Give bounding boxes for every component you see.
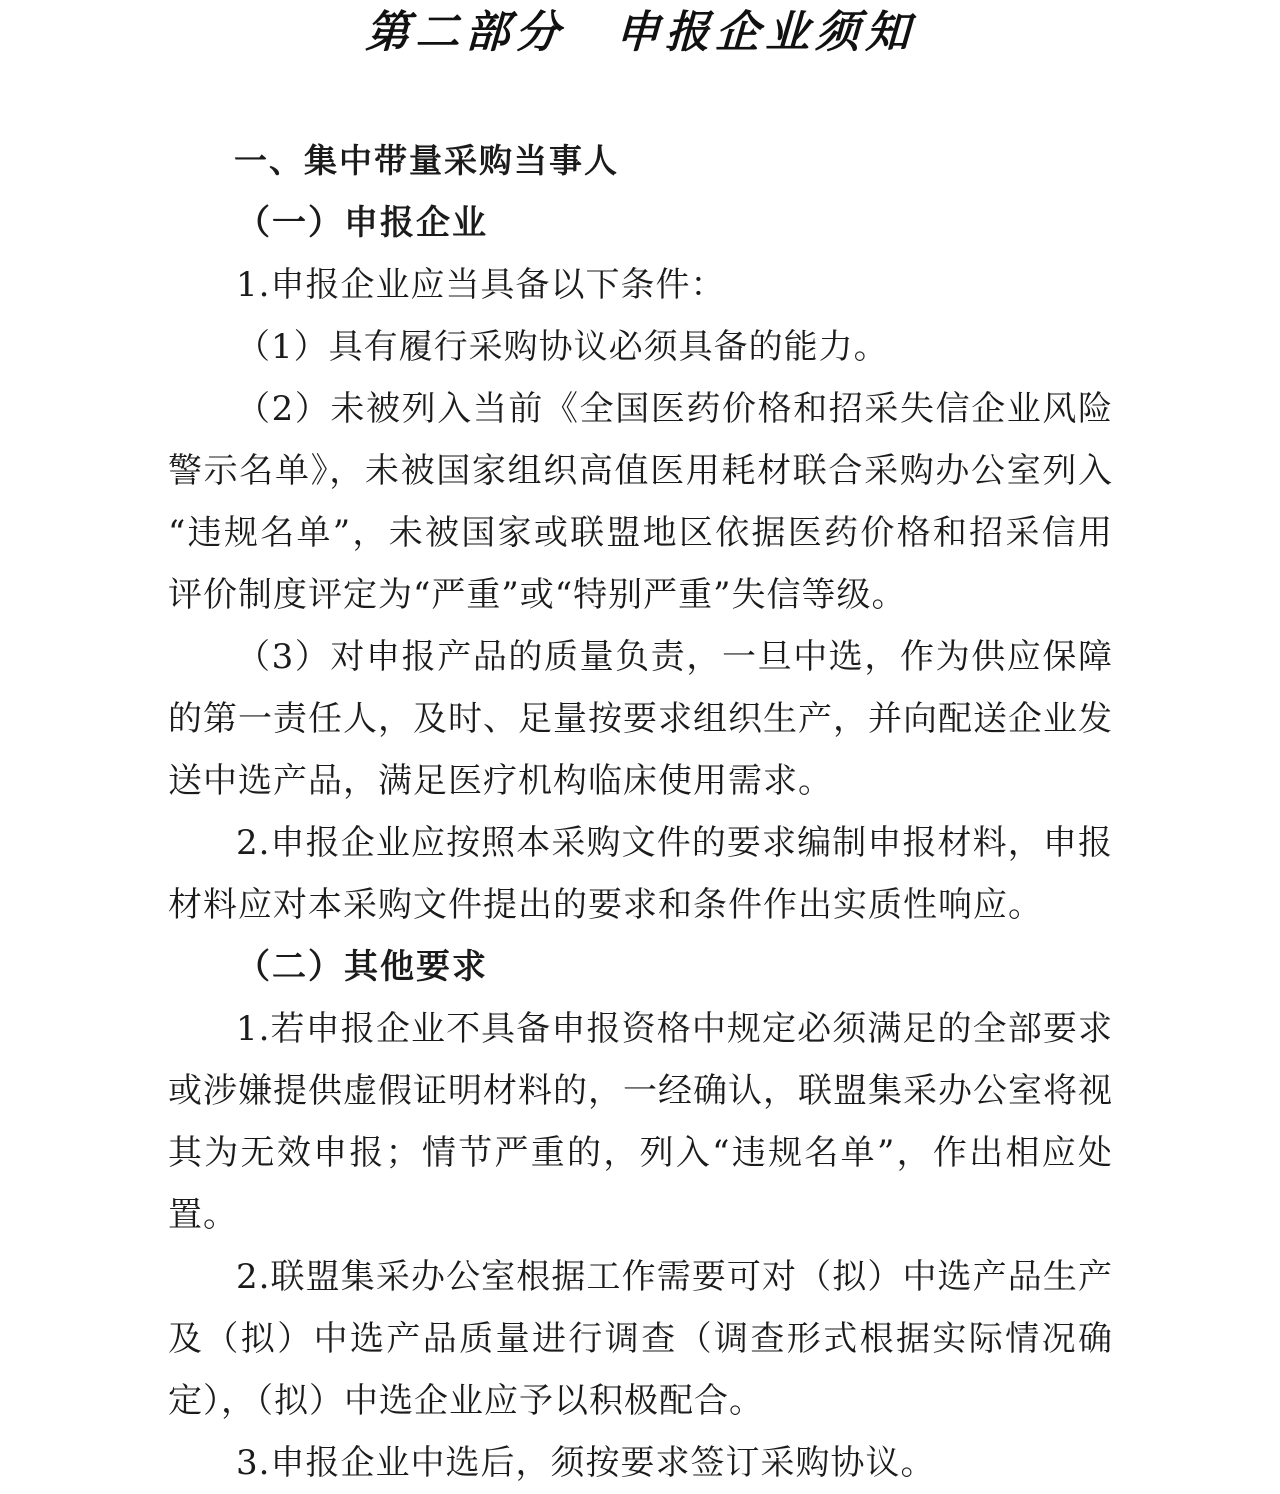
- body-paragraph: 3.申报企业中选后，须按要求签订采购协议。: [236, 1443, 936, 1483]
- body-paragraph: 1.申报企业应当具备以下条件：: [236, 265, 726, 305]
- body-paragraph: （2）未被列入当前《全国医药价格和招采失信企业风险警示名单》，未被国家组织高值医用耗材联合采购办公室列入“违规名单”，未被国家或联盟地区依据医药价格和招采信用评价制度评定为“严重”或“特别严重”失信等级。: [168, 389, 1113, 615]
- chapter-title: 第二部分 申报企业须知: [364, 7, 917, 58]
- subsection-heading-1-2: （二）其他要求: [236, 947, 488, 987]
- subsection-heading-1-1: （一）申报企业: [236, 203, 488, 243]
- section-heading-1: 一、集中带量采购当事人: [234, 141, 619, 180]
- body-paragraph: （1）具有履行采购协议必须具备的能力。: [236, 327, 889, 367]
- body-paragraph: 1.若申报企业不具备申报资格中规定必须满足的全部要求或涉嫌提供虚假证明材料的，一经确认，联盟集采办公室将视其为无效申报；情节严重的，列入“违规名单”，作出相应处置。: [168, 1009, 1113, 1235]
- body-paragraph: （3）对申报产品的质量负责，一旦中选，作为供应保障的第一责任人，及时、足量按要求组织生产，并向配送企业发送中选产品，满足医疗机构临床使用需求。: [168, 637, 1113, 801]
- body-paragraph: 2.联盟集采办公室根据工作需要可对（拟）中选产品生产及（拟）中选产品质量进行调查（调查形式根据实际情况确定），（拟）中选企业应予以积极配合。: [168, 1257, 1113, 1421]
- document-body: [168, 130, 1113, 1494]
- body-paragraph: 2.申报企业应按照本采购文件的要求编制申报材料，申报材料应对本采购文件提出的要求和条件作出实质性响应。: [168, 823, 1113, 925]
